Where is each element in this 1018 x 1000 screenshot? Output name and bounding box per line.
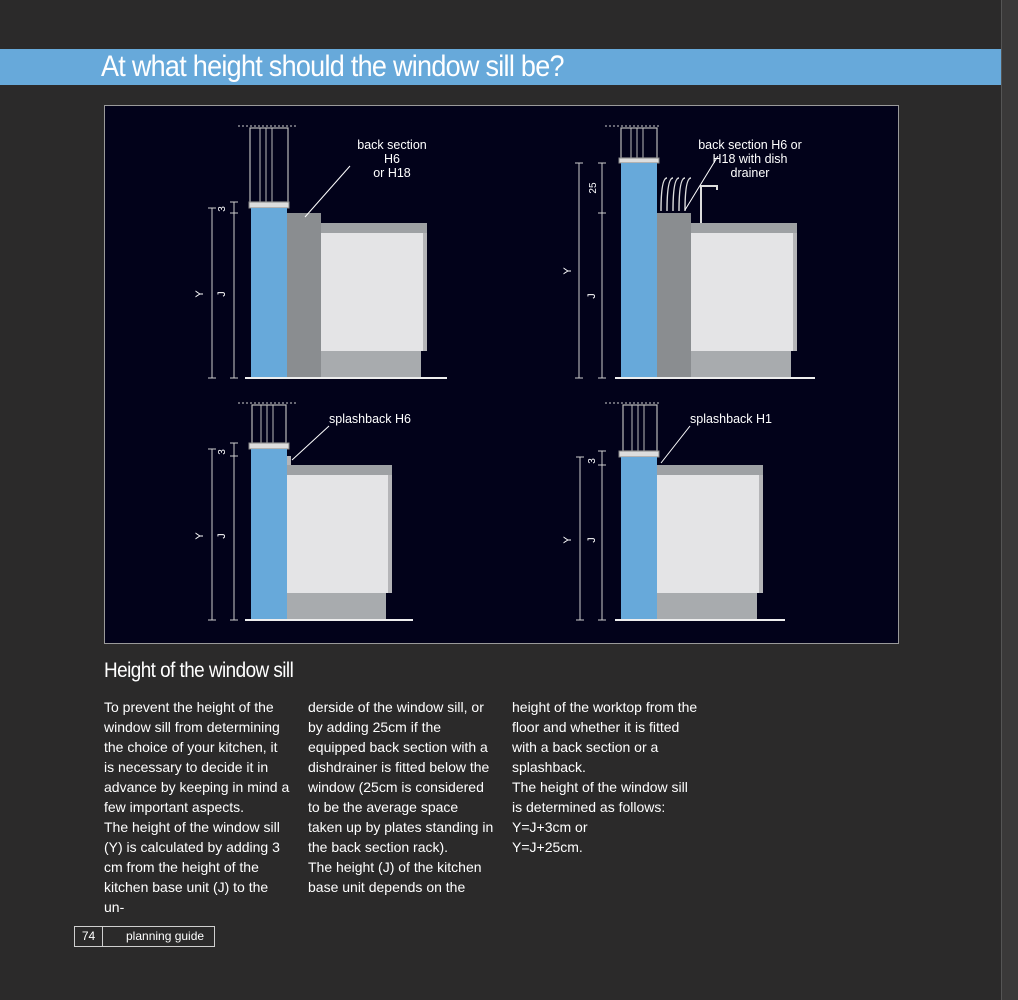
dim-y-label: Y: [194, 290, 206, 298]
dim-y-label: Y: [562, 536, 574, 544]
formula-line: Y=J+25cm.: [512, 839, 583, 855]
callout-line-2: H18 with dish: [712, 152, 788, 166]
text-column-3: [512, 697, 698, 857]
paragraph: height of the worktop from the floor and whether it is fitted with a back section or a splashback.: [512, 699, 698, 775]
section-heading: Height of the window sill: [104, 659, 294, 682]
paragraph: To prevent the height of the window sill from determining the choice of your kitchen, it is necessary to decide it in advance by keeping in mind a few important aspects.: [104, 699, 290, 815]
paragraph: The height (J) of the kitchen base unit depends on the: [308, 859, 482, 895]
dim-j-label: J: [586, 293, 598, 299]
dim-gap-label: 3: [217, 449, 228, 455]
page-number: 74: [75, 927, 103, 946]
dim-j-label: J: [586, 537, 598, 543]
callout-line-3: or H18: [373, 166, 411, 180]
text-column-1: [104, 697, 290, 917]
callout-line-1: back section: [357, 138, 427, 152]
dim-gap-label: 3: [217, 206, 228, 212]
title-band: [0, 49, 1001, 85]
panel-splashback-h1: [562, 403, 785, 620]
callout-line-3: drainer: [730, 166, 770, 180]
dim-y-label: Y: [562, 267, 574, 275]
paragraph: The height of the window sill (Y) is calculated by adding 3 cm from the height of the kitchen base unit (J) to the un-: [104, 819, 280, 915]
callout-text: splashback H6: [329, 412, 411, 426]
paragraph: The height of the window sill is determined as follows:: [512, 779, 688, 815]
page-footer: [74, 926, 215, 947]
dim-j-label: J: [216, 533, 228, 539]
dim-j-label: J: [216, 291, 228, 297]
footer-label: planning guide: [126, 929, 205, 943]
dim-y-label: Y: [194, 532, 206, 540]
paragraph: derside of the window sill, or by adding 25cm if the equipped back section with a dishdrainer is fitted below the window (25cm is considered to be the average space taken up by plates standing in the back section rack).: [308, 699, 494, 855]
panel-back-section-dish-drainer: [562, 126, 815, 378]
page-edge: [1001, 0, 1018, 1000]
dim-gap-label: 25: [588, 182, 599, 194]
callout-line-2: H6: [384, 152, 400, 166]
text-column-2: [308, 697, 494, 897]
diagram-svg: [105, 106, 898, 643]
formula-line: Y=J+3cm or: [512, 819, 588, 835]
callout-text: splashback H1: [690, 412, 772, 426]
panel-back-section-h6: [194, 126, 447, 378]
page-title: At what height should the window sill be?: [101, 50, 564, 83]
window-sill-diagram: [104, 105, 899, 644]
panel-splashback-h6: [194, 403, 413, 620]
callout-line-1: back section H6 or: [698, 138, 802, 152]
dim-gap-label: 3: [587, 458, 598, 464]
